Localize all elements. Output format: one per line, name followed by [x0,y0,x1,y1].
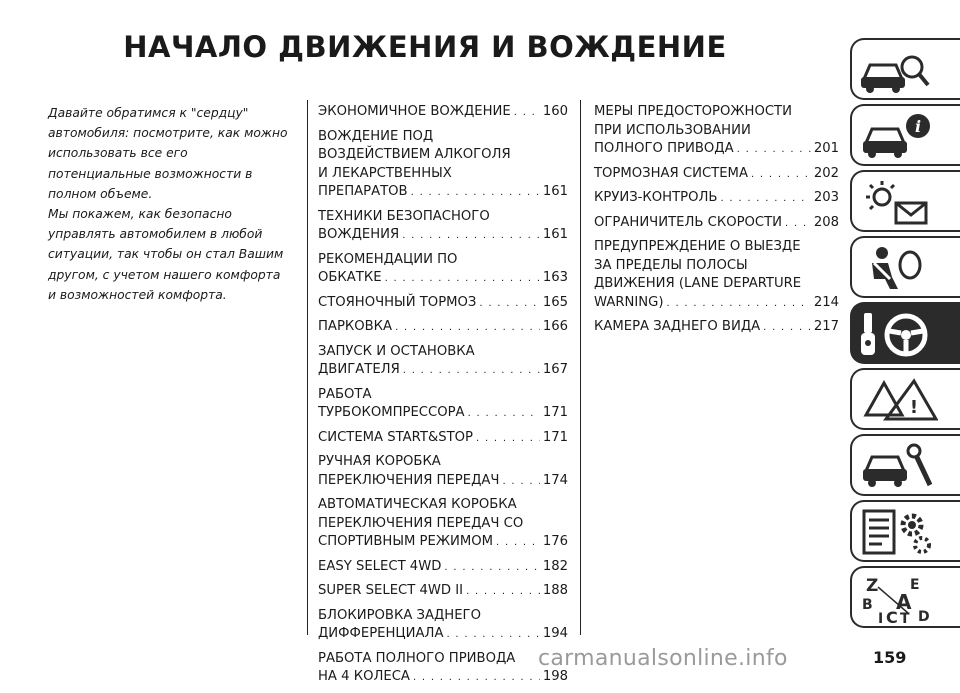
toc-page-number: 214 [813,294,839,310]
toc-entry-title-line: ОГРАНИЧИТЕЛЬ СКОРОСТИ [594,214,783,230]
toc-entry-title-line: РАБОТА ПОЛНОГО ПРИВОДА [318,650,516,666]
toc-entry[interactable] [318,453,568,491]
toc-page-number: 161 [542,184,568,199]
toc-entry[interactable] [594,318,839,338]
toc-entry-title-line: ТЕХНИКИ БЕЗОПАСНОГО [318,208,490,224]
toc-entry[interactable] [318,429,568,449]
dot-leader [476,430,540,449]
toc-entry-title-line: ПОЛНОГО ПРИВОДА [594,141,734,156]
toc-entry-title-line: ПЕРЕКЛЮЧЕНИЯ ПЕРЕДАЧ [318,472,500,488]
toc-entry-title-line: ТУРБОКОМПРЕССОРА [318,405,465,420]
toc-entry-title-line: ЗА ПРЕДЕЛЫ ПОЛОСЫ [594,257,748,273]
toc-entry-title-line: КАМЕРА ЗАДНЕГО ВИДА [594,319,761,334]
index-letter: E [910,577,920,593]
toc-entry[interactable] [318,496,568,553]
toc-entry-title-line: НА 4 КОЛЕСА [318,669,410,684]
toc-page-number: 203 [813,190,839,205]
toc-page-number: 160 [542,104,568,119]
toc-page-number: 188 [542,583,568,598]
column-divider [580,100,581,635]
dot-leader [411,184,540,203]
dot-leader [395,319,540,338]
dot-leader [446,626,539,645]
toc-entry-title-line: EASY SELECT 4WD [318,558,442,574]
index-letter: B [862,597,873,613]
toc-entry-title-line: ВОЖДЕНИЯ [318,227,400,242]
toc-page-number: 171 [542,405,568,420]
dot-leader [751,166,811,185]
toc-entry-title-line: ТОРМОЗНАЯ СИСТЕМА [594,165,748,181]
toc-page-number: 174 [542,472,568,488]
tab-seatbelt-airbag[interactable] [850,236,960,298]
dot-leader [785,215,811,234]
toc-entry-title-line: ДВИГАТЕЛЯ [318,362,400,377]
toc-column-right [594,103,839,343]
alphabet-index-icon [858,573,938,625]
toc-entry[interactable] [318,386,568,424]
toc-entry[interactable] [594,165,839,185]
key-steering-wheel-icon [858,309,938,361]
tab-starting-driving[interactable] [850,302,960,364]
toc-entry-title-line: И ЛЕКАРСТВЕННЫХ [318,165,452,181]
toc-entry[interactable] [318,650,568,688]
dot-leader [402,227,540,246]
index-letter: D [918,609,930,625]
toc-entry[interactable] [594,238,839,313]
toc-entry-title-line: ДВИЖЕНИЯ (LANE DEPARTURE [594,276,802,291]
toc-page-number: 161 [542,227,568,242]
dot-leader [502,473,539,492]
toc-entry[interactable] [318,103,568,123]
dot-leader [403,362,540,381]
dot-leader [413,669,540,688]
toc-entry[interactable] [594,189,839,209]
toc-entry-title-line: ЭКОНОМИЧНОЕ ВОЖДЕНИЕ [318,104,511,119]
toc-entry-title-line: СПОРТИВНЫМ РЕЖИМОМ [318,534,494,549]
toc-page-number: 198 [542,669,568,684]
toc-entry[interactable] [318,128,568,203]
toc-entry-title-line: ПЕРЕКЛЮЧЕНИЯ ПЕРЕДАЧ СО [318,515,524,531]
toc-entry-title-line: ПРЕПАРАТОВ [318,184,408,199]
seatbelt-airbag-icon [858,243,938,295]
toc-entry-title-line: WARNING) [594,294,664,310]
dot-leader [466,583,540,602]
index-letter: Z [866,576,879,596]
tab-maintenance[interactable] [850,434,960,496]
toc-entry-title-line: КРУИЗ-КОНТРОЛЬ [594,190,718,205]
toc-page-number: 208 [813,214,839,230]
tab-car-magnifier[interactable] [850,38,960,100]
toc-page-number: 166 [542,319,568,334]
dot-leader [667,295,811,314]
index-letter: I [878,611,884,625]
toc-entry-title-line: ВОЖДЕНИЕ ПОД [318,128,434,144]
svg-text:!: ! [909,397,919,418]
dot-leader [514,104,540,123]
tab-warning-lights[interactable] [850,170,960,232]
toc-entry[interactable] [318,208,568,246]
toc-entry-title-line: АВТОМАТИЧЕСКАЯ КОРОБКА [318,497,517,512]
toc-page-number: 165 [542,294,568,310]
dot-leader [385,270,540,289]
index-letter: A [896,590,912,614]
toc-page-number: 163 [542,270,568,285]
toc-page-number: 194 [542,626,568,641]
dot-leader [468,405,540,424]
toc-entry-title-line: МЕРЫ ПРЕДОСТОРОЖНОСТИ [594,104,792,119]
toc-entry[interactable] [318,607,568,645]
toc-entry[interactable] [594,214,839,234]
index-letter: T [900,611,910,625]
toc-entry-title-line: ОБКАТКЕ [318,270,382,285]
toc-column-left [318,103,568,693]
toc-page-number: 167 [542,362,568,377]
car-wrench-icon [858,441,938,493]
toc-entry-title-line: SUPER SELECT 4WD II [318,583,464,598]
toc-entry-title-line: ПАРКОВКА [318,319,393,334]
toc-page-number: 201 [813,141,839,156]
toc-entry-title-line: СТОЯНОЧНЫЙ ТОРМОЗ [318,294,477,310]
dot-leader [763,319,811,338]
toc-entry-title-line: РУЧНАЯ КОРОБКА [318,454,441,469]
toc-entry-title-line: БЛОКИРОВКА ЗАДНЕГО [318,607,481,623]
toc-entry[interactable] [318,558,568,578]
dot-leader [737,141,811,160]
dot-leader [720,190,810,209]
intro-text [48,103,288,305]
dot-leader [479,295,539,314]
toc-page-number: 217 [813,319,839,334]
toc-page-number: 202 [813,165,839,181]
toc-entry-title-line: ЗАПУСК И ОСТАНОВКА [318,343,475,359]
toc-entry[interactable] [594,103,839,160]
tab-car-info[interactable] [850,104,960,166]
svg-text:i: i [914,117,922,136]
toc-page-number: 176 [542,534,568,549]
intro-paragraph: Мы покажем, как безопасно управлять автомобилем в любой ситуации, так чтобы он стал Вашим другом, с учетом нашего комфорта и возможностей комфорта. [48,207,284,302]
toc-entry-title-line: РАБОТА [318,386,372,402]
toc-page-number: 171 [542,429,568,445]
car-info-icon [858,111,938,163]
column-divider [307,100,308,635]
page-number: 159 [873,648,907,667]
watermark: carmanualsonline.info [538,646,788,671]
toc-entry-title-line: ДИФФЕРЕНЦИАЛА [318,626,444,641]
dot-leader [444,559,539,578]
toc-entry-title-line: ПРЕДУПРЕЖДЕНИЕ О ВЫЕЗДЕ [594,239,801,254]
toc-entry[interactable] [318,582,568,602]
toc-entry[interactable] [318,294,568,314]
intro-paragraph: Давайте обратимся к "сердцу" автомобиля: посмотрите, как можно использовать все его потенциальные возможности в полном объеме. [48,106,288,201]
toc-entry-title-line: ПРИ ИСПОЛЬЗОВАНИИ [594,122,751,138]
specs-gears-icon [858,507,938,559]
toc-page-number: 182 [542,558,568,574]
toc-entry-title-line: РЕКОМЕНДАЦИИ ПО [318,251,458,267]
page-title: НАЧАЛО ДВИЖЕНИЯ И ВОЖДЕНИЕ [123,30,727,64]
toc-entry[interactable] [318,343,568,381]
toc-entry[interactable] [318,251,568,289]
car-magnifier-icon [858,45,938,97]
index-letter: C [886,608,898,625]
tab-technical-data[interactable] [850,500,960,562]
toc-entry[interactable] [318,318,568,338]
tab-alphabetical-index[interactable] [850,566,960,628]
dot-leader [496,534,540,553]
toc-entry-title-line: ВОЗДЕЙСТВИЕМ АЛКОГОЛЯ [318,147,511,162]
warning-triangle-icon [858,375,938,427]
toc-entry-title-line: СИСТЕМА START&STOP [318,429,473,445]
tab-emergency[interactable] [850,368,960,430]
warning-lights-envelope-icon [858,177,938,229]
